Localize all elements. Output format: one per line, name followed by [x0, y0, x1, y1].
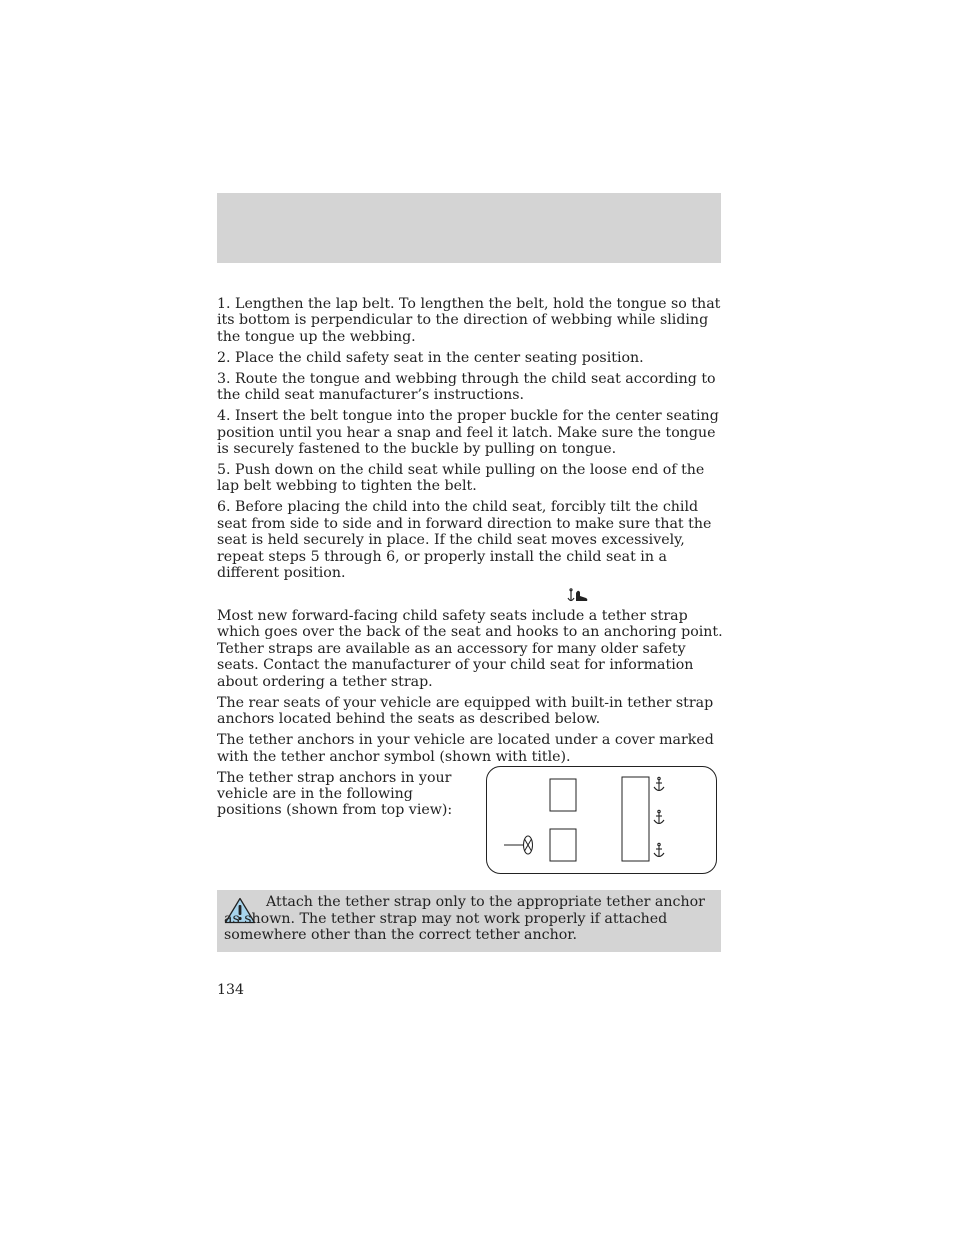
- step-6: 6. Before placing the child into the child seat, forcibly tilt the child seat from side to side and in forward direction to make sure that the seat is held securely in place. If the child seat moves excessively, repeat steps 5 through 6, or properly install the child seat in a different position.: [217, 499, 712, 582]
- tether-symbol-line: [217, 586, 723, 608]
- rear-seats-anchors: The rear seats of your vehicle are equipped with built-in tether strap anchors located behind the seats as described below.: [217, 694, 714, 728]
- step-4: 4. Insert the belt tongue into the proper buckle for the center seating position until you hear a snap and feel it latch. Make sure the tongue is securely fastened to the buckle by pulling on tongue.: [217, 408, 719, 458]
- warning-box: [217, 890, 721, 952]
- tether-anchor-symbol-icon: [567, 588, 589, 604]
- positions-text: The tether strap anchors in your vehicle are in the following positions (shown from top view):: [217, 769, 453, 819]
- tether-intro: Most new forward-facing child safety seats include a tether strap which goes over the back of the seat and hooks to an anchoring point. Tether straps are available as an accessory for many older safety seats. Contact the manufacturer of your child seat for information about ordering a tether strap.: [217, 608, 723, 690]
- warning-text: Attach the tether strap only to the appropriate tether anchor as shown. The tether strap may not work properly if attached somewhere other than the correct tether anchor.: [224, 894, 705, 944]
- step-2: 2. Place the child safety seat in the center seating position.: [217, 349, 644, 366]
- step-1: 1. Lengthen the lap belt. To lengthen the belt, hold the tongue so that its bottom is perpendicular to the direction of webbing while sliding the tongue up the webbing.: [217, 296, 721, 345]
- page-number: 134: [217, 982, 245, 998]
- anchor-positions-diagram: [486, 766, 717, 874]
- step-3: 3. Route the tongue and webbing through the child seat according to the child seat manufacturer’s instructions.: [217, 370, 716, 404]
- positions-section: [217, 770, 723, 890]
- anchor-cover-note: The tether anchors in your vehicle are located under a cover marked with the tether anchor symbol (shown with title).: [217, 732, 714, 765]
- step-5: 5. Push down on the child seat while pulling on the loose end of the lap belt webbing to tighten the belt.: [217, 462, 705, 495]
- section-header-bar: [217, 193, 721, 263]
- page-content: [217, 296, 723, 890]
